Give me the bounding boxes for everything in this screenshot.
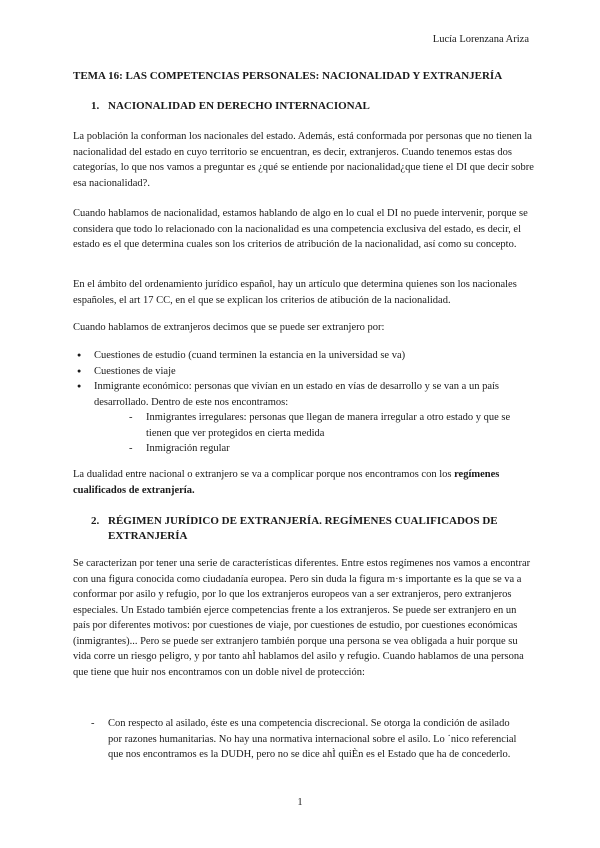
list-item: ● Cuestiones de estudio (cuand terminen la estancia en la universidad se va) <box>73 348 535 364</box>
page-number: 1 <box>297 797 303 808</box>
section-2-number: 2. <box>91 515 100 527</box>
list-item: ● Cuestiones de viaje <box>73 364 535 380</box>
section-1-paragraph-2: Cuando hablamos de nacionalidad, estamos hablando de algo en lo cual el DI no puede intervenir, porque se considera que todo lo relacionado con la nacionalidad es una competencia exclusiva del estado, es decir, el estado es el que determina cuales son los criterios de atribución de la nacionalidad, así como su concepto. <box>73 208 528 250</box>
section-2-title: RÉGIMEN JURÍDICO DE EXTRANJERÍA. REGÍMENES CUALIFICADOS DE EXTRANJERÍA <box>108 515 498 542</box>
inmigrante-subtypes-list <box>94 410 535 457</box>
list-item: ● Inmigrante económico: personas que vivían en un estado en vías de desarrollo y se van a un país desarrollado. Dentro de este nos encontramos: - Inmigrantes irregulares: personas que llegan de manera irregular a otro estado y que se tienen que ver protegidos en cierta medida - Inmigración regular <box>73 379 535 457</box>
section-2-heading <box>91 514 528 544</box>
proteccion-levels-list <box>91 716 521 763</box>
sub-list-item: - Inmigración regular <box>129 441 535 457</box>
section-1-paragraph-5: La dualidad entre nacional o extranjero se va a complicar porque nos encontramos con los regímenes cualificados de extranjería. <box>73 469 500 496</box>
section-2-paragraph-1: Se caracterizan por tener una serie de características diferentes. Entre estos regímenes nos vamos a encontrar con una figura conocida como ciudadanía europea. Pero sin duda la figura m·s importante es la que se va a conformar por asilo y refugio, por lo que los extranjeros europeos van a ser extranjeros, pero extranjeros especiales. Un Estado también ejerce competencias frente a los extranjeros. Se puede ser extranjero en un país por diferentes motivos: por cuestiones de viaje, por cuestiones de estudio, por cuestiones económicas (inmigrantes)... Pero se puede ser extranjero también porque una persona se vea obligada a huir porque su vida corre un riesgo peligro, y por tanto ahÌ hablamos del asilo y refugio. Cuando hablamos de una persona que tiene que huir nos encontramos con un doble nivel de protección: <box>73 558 531 678</box>
section-1-paragraph-3: En el ámbito del ordenamiento jurídico español, hay un artículo que determina quienes son los nacionales españoles, el art 17 CC, en el que se explican los criterios de atibución de la nacionalidad. <box>73 279 517 306</box>
extranjero-reasons-list <box>73 348 535 457</box>
section-1-paragraph-1: La población la conforman los nacionales del estado. Además, está conformada por personas que no tienen la nacionalidad del estado en cuyo territorio se encuentran, es decir, extranjeros. Cuando tenemos estas dos categorías, lo que nos vamos a preguntar es ¿qué se entiende por nacionalidad¿que tiene el DI que decir sobre esa nacionalidad?. <box>73 131 534 189</box>
section-1-heading <box>91 99 528 114</box>
list-item: - Con respecto al asilado, éste es una competencia discrecional. Se otorga la condición de asilado por razones humanitarias. No hay una normativa internacional sobre el asilo. Lo ˙nico referencial que nos encontramos es la DUDH, pero no se dice ahÌ quiÈn es el Estado que ha de concederlo. <box>91 716 521 763</box>
emphasis-regimenes: regímenes cualificados de extranjería. <box>73 469 500 496</box>
author-name: Lucía Lorenzana Ariza <box>432 34 529 45</box>
document-title: TEMA 16: LAS COMPETENCIAS PERSONALES: NACIONALIDAD Y EXTRANJERÍA <box>73 70 503 82</box>
section-1-title: NACIONALIDAD EN DERECHO INTERNACIONAL <box>108 100 370 112</box>
sub-list-item: - Inmigrantes irregulares: personas que llegan de manera irregular a otro estado y que se tienen que ver protegidos en cierta medida <box>129 410 535 441</box>
section-1-paragraph-4: Cuando hablamos de extranjeros decimos que se puede ser extranjero por: <box>73 322 385 333</box>
section-1-number: 1. <box>91 100 100 112</box>
